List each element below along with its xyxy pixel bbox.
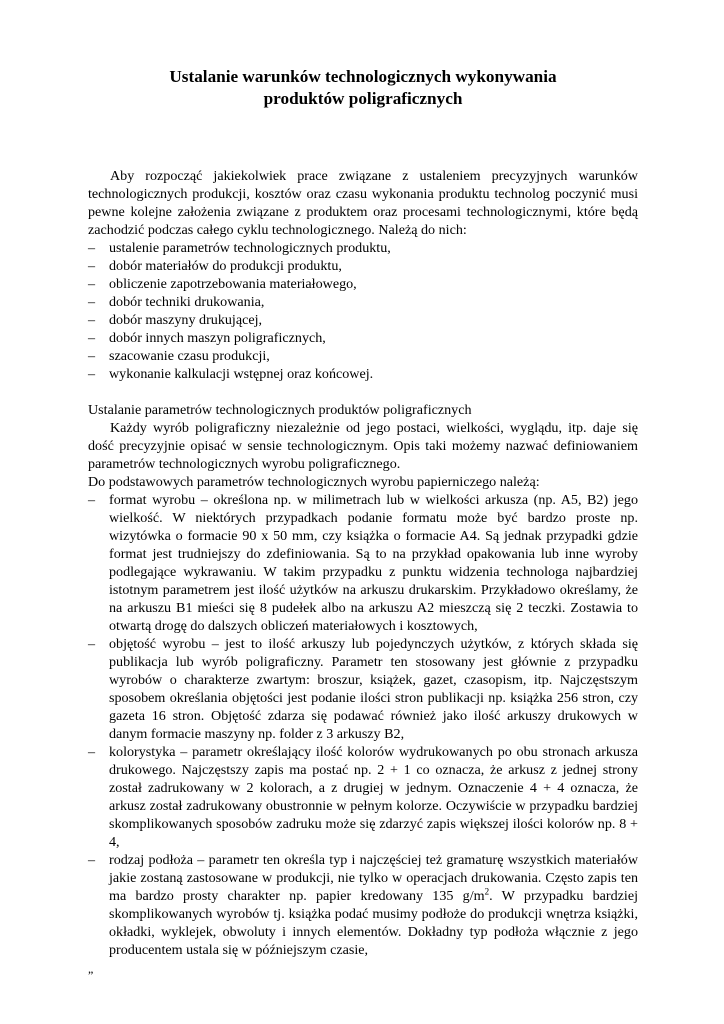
spacer [88, 383, 638, 401]
dash-bullet: – [88, 348, 96, 364]
list-item: – dobór innych maszyn poligraficznych, [88, 330, 326, 346]
dash-bullet: – [88, 366, 96, 382]
section-paragraph: Każdy wyrób poligraficzny niezależnie od jego postaci, wielkości, wyglądu, itp. daje się dość precyzyjnie opisać w sensie technologicznym. Opis taki możemy nazwać definiowaniem parametrów technologicznych wyrobu poligraficznego. [88, 420, 638, 472]
steps-list [88, 239, 638, 383]
intro-paragraph: Aby rozpocząć jakiekolwiek prace związane z ustaleniem precyzyjnych warunków technologicznych produkcji, kosztów oraz czasu wykonania produktu technolog poczynić musi pewne kolejne założenia związane z produktem oraz procesami technologicznymi, które będą zachodzić podczas całego cyklu technologicznego. Należą do nich: [88, 168, 638, 238]
page-title [88, 66, 638, 110]
list-item: – wykonanie kalkulacji wstępnej oraz końcowej. [88, 366, 374, 382]
footer-mark: ” [88, 968, 94, 982]
parameters-list [88, 491, 638, 959]
dash-bullet: – [88, 312, 96, 328]
dash-bullet: – [88, 294, 96, 310]
list-item: – rodzaj podłoża – parametr ten określa typ i najczęściej też gramaturę wszystkich materiałów jakie zostaną zastosowane w produkcji, nie tylko w operacjach drukowania. Często zapis ten ma bardzo prosty charakter np. papier kredowany 135 $g/m^2$. W przypadku bardziej skomplikowanych wyrobów tj. książka podać musimy podłoże do produkcji wnętrza książki, okładki, wyklejek, obwoluty i innych elementów. Dokładny typ podłoża włącznie z jego producentem ustala się w późniejszym czasie, [88, 852, 638, 958]
dash-bullet: – [88, 258, 96, 274]
parameters-lead: Do podstawowych parametrów technologicznych wyrobu papierniczego należą: [88, 474, 540, 490]
list-item: – dobór techniki drukowania, [88, 294, 265, 310]
dash-bullet: – [88, 852, 96, 868]
dash-bullet: – [88, 492, 96, 508]
title-line-2: produktów poligraficznych [263, 89, 463, 108]
dash-bullet: – [88, 240, 96, 256]
title-line-1: Ustalanie warunków technologicznych wykonywania [169, 67, 557, 86]
document-body [88, 167, 638, 959]
dash-bullet: – [88, 636, 96, 652]
list-item: – dobór materiałów do produkcji produktu, [88, 258, 342, 274]
list-item: – dobór maszyny drukującej, [88, 312, 263, 328]
list-item: – format wyrobu – określona np. w milimetrach lub w wielkości arkusza (np. A5, B2) jego wielkość. W niektórych przypadkach podanie formatu może być bardzo proste np. wizytówka o formacie 90 x 50 mm, czy książka o formacie A4. Są jednak przypadki gdzie format jest trudniejszy do zdefiniowania. Są to na przykład opakowania lub inne wyroby podlegające wykrawaniu. W takim przypadku z punktu widzenia technologa najbardziej istotnym parametrem jest ilość użytków na arkuszu drukarskim. Przykładowo określamy, że na arkuszu B1 mieści się 8 pudełek albo na arkuszu A2 mieszczą się 2 teczki. Zostawia to otwartą drogę do dalszych obliczeń materiałowych i kosztowych, [88, 492, 638, 634]
dash-bullet: – [88, 330, 96, 346]
list-item: – objętość wyrobu – jest to ilość arkuszy lub pojedynczych użytków, z których składa się publikacja lub wyrób poligraficzny. Parametr ten stosowany jest głównie z przypadku wyrobów o charakterze zwartym: broszur, książek, gazet, czasopism, itp. Najczęstszym sposobem określania objętości jest podanie ilości stron publikacji np. książka 256 stron, czy gazeta 16 stron. Objętość zdarza się podawać również jako ilość arkuszy drukowych w danym formacie maszyny np. folder z 3 arkuszy B2, [88, 636, 638, 742]
section-heading: Ustalanie parametrów technologicznych produktów poligraficznych [88, 402, 472, 418]
list-item: – kolorystyka – parametr określający ilość kolorów wydrukowanych po obu stronach arkusza drukowego. Najczęstszy zapis ma postać np. 2 + 1 co oznacza, że arkusz z jednej strony został zadrukowany w 2 kolorach, a z drugiej w jednym. Oznaczenie 4 + 4 oznacza, że arkusz został zadrukowany obustronnie w pełnym kolorze. Oczywiście w przypadku bardziej skomplikowanych sposobów zadruku może się zdarzyć zapis większej ilości kolorów np. 8 + 4, [88, 744, 638, 850]
dash-bullet: – [88, 744, 96, 760]
list-item: – szacowanie czasu produkcji, [88, 348, 270, 364]
list-item: – obliczenie zapotrzebowania materiałowego, [88, 276, 357, 292]
superscript: 2 [484, 886, 490, 897]
list-item: – ustalenie parametrów technologicznych produktu, [88, 240, 391, 256]
dash-bullet: – [88, 276, 96, 292]
